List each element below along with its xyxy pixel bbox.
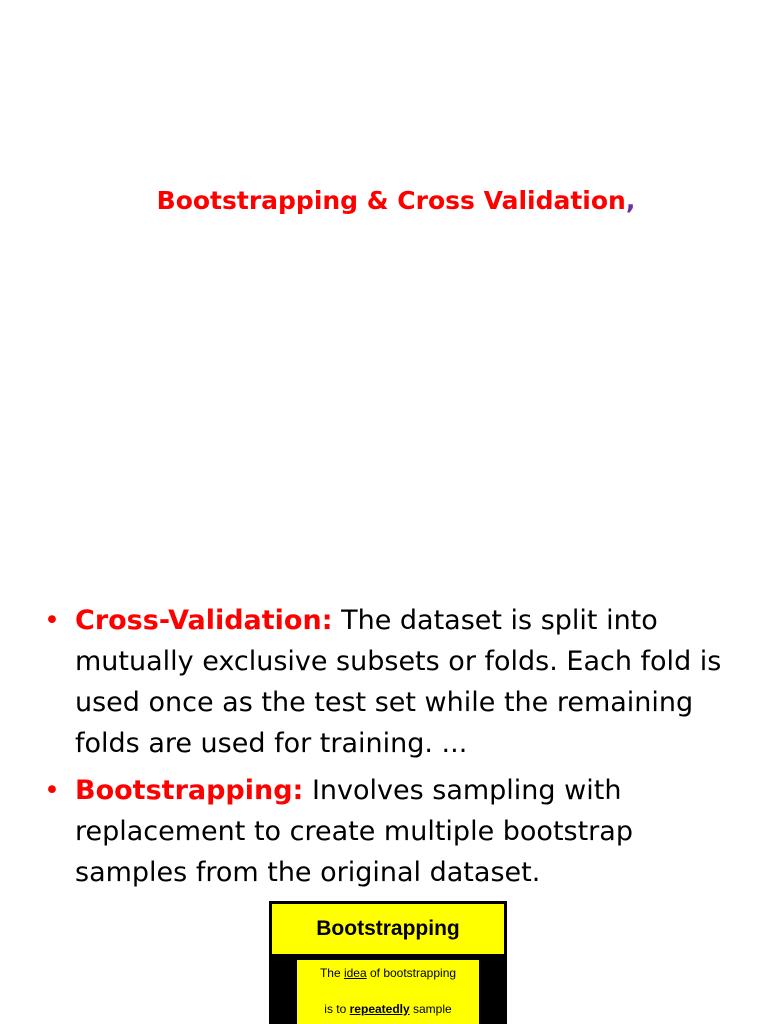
thumbnail-line-2: is to repeatedly sample: [324, 1002, 452, 1016]
bullet-cross-validation: [44, 600, 724, 764]
bullet-bootstrapping: [44, 770, 724, 893]
thumbnail-body: [297, 960, 479, 1024]
bullet-term: Cross-Validation:: [75, 605, 333, 636]
slide-title-text: Bootstrapping & Cross Validation: [156, 186, 626, 215]
slide-title-punctuation: ,: [625, 186, 636, 215]
bullet-text: The dataset is split into mutually exclusive subsets or folds. Each fold is used once as the test set while the remaining folds are used for training. ...: [75, 605, 722, 759]
bullet-dot-icon: •: [44, 605, 60, 636]
bullet-text: Involves sampling with replacement to create multiple bootstrap samples from the original dataset.: [75, 775, 633, 888]
thumbnail-line-1: The idea of bootstrapping: [319, 966, 457, 980]
thumbnail-heading: Bootstrapping: [272, 904, 504, 954]
bootstrapping-thumbnail: [269, 901, 507, 1024]
bullet-list: [44, 600, 724, 899]
bullet-term: Bootstrapping:: [75, 775, 304, 806]
slide-title: [0, 186, 768, 215]
bullet-dot-icon: •: [44, 775, 60, 806]
